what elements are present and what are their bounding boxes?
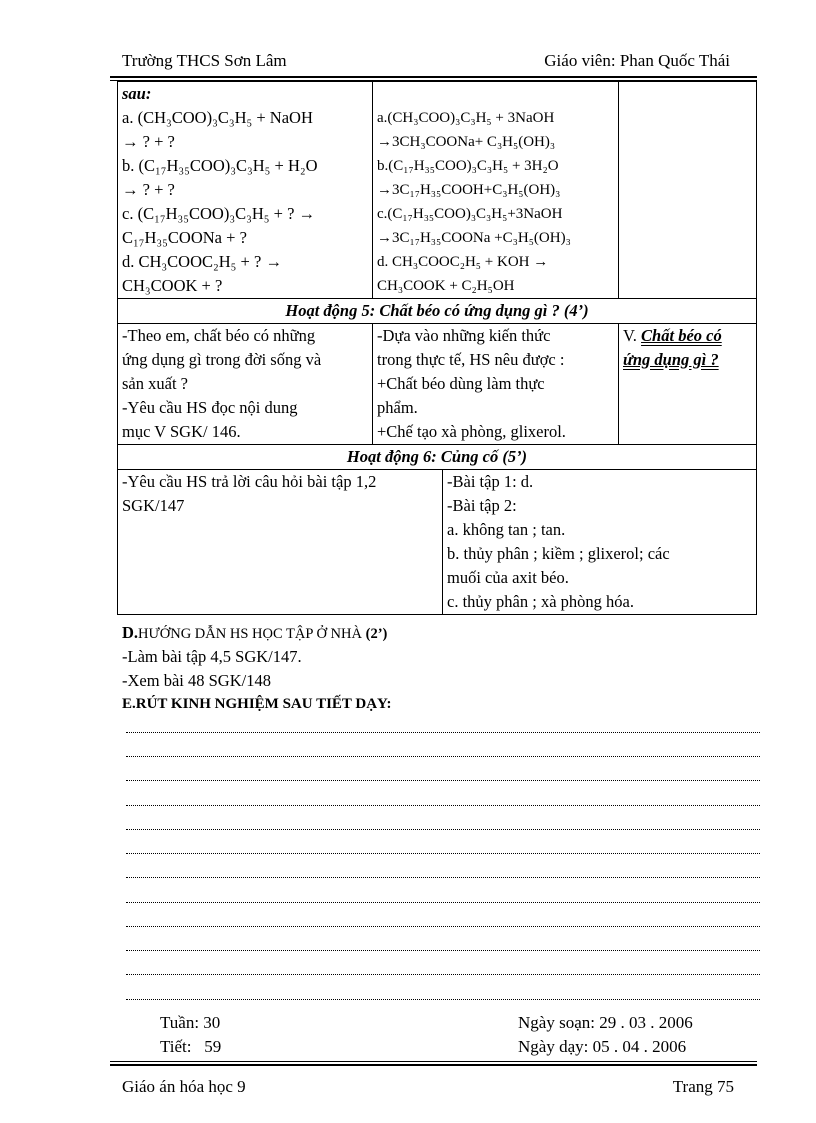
title: HƯỚNG DẪN HS HỌC TẬP Ở NHÀ bbox=[138, 626, 362, 642]
section-number: V. bbox=[623, 326, 642, 345]
week: Tuần: 30 bbox=[160, 1013, 221, 1032]
header-rule bbox=[110, 76, 757, 78]
dotted-line bbox=[126, 974, 760, 975]
text-line: b. (C₁₇H₃₅COO)₃C₃H₅ + H₂O bbox=[122, 156, 318, 175]
text-line: phẩm. bbox=[377, 398, 418, 417]
reaction-answers bbox=[373, 82, 619, 299]
header-school: Trường THCS Sơn Lâm bbox=[122, 51, 287, 70]
text-line: d. CH₃COOC₂H₅ + KOH → bbox=[377, 254, 549, 270]
dotted-line bbox=[126, 829, 760, 830]
text-line: C₁₇H₃₅COONa + ? bbox=[122, 228, 247, 247]
text-line: c. (C₁₇H₃₅COO)₃C₃H₅ + ? → bbox=[122, 204, 316, 223]
text-line: a.(CH₃COO)₃C₃H₅ + 3NaOH bbox=[377, 110, 555, 126]
text-line: -Theo em, chất béo có những bbox=[122, 326, 316, 345]
dotted-line bbox=[126, 950, 760, 951]
blank-line bbox=[377, 82, 614, 106]
dotted-line bbox=[126, 999, 760, 1000]
text-line: CH₃COOK + C₂H₅OH bbox=[377, 278, 515, 294]
activity6-title: Hoạt động 6: Củng cố (5’) bbox=[118, 445, 757, 470]
footer-page: Trang 75 bbox=[672, 1077, 734, 1096]
taught-date: Ngày dạy: 05 . 04 . 2006 bbox=[518, 1037, 687, 1056]
text-line: →3CH₃COONa+ C₃H₅(OH)₃ bbox=[377, 134, 556, 150]
text-line: ứng dụng gì trong đời sống và bbox=[122, 350, 322, 369]
text-line: mục V SGK/ 146. bbox=[122, 422, 241, 441]
text-line: -Bài tập 1: d. bbox=[447, 472, 534, 491]
activity6-table bbox=[118, 470, 756, 614]
text-line: →3C₁₇H₃₅COONa +C₃H₅(OH)₃ bbox=[377, 230, 571, 246]
activity5-student bbox=[373, 324, 619, 445]
footer-rule bbox=[110, 1061, 757, 1062]
dotted-line bbox=[126, 902, 760, 903]
section-d-item: -Làm bài tập 4,5 SGK/147. bbox=[122, 647, 302, 666]
section-e-title: E.RÚT KINH NGHIỆM SAU TIẾT DẠY: bbox=[122, 696, 392, 712]
text-line: b.(C₁₇H₃₅COO)₃C₃H₅ + 3H₂O bbox=[377, 158, 559, 174]
activity5-title: Hoạt động 5: Chất béo có ứng dụng gì ? (4’) bbox=[118, 299, 757, 324]
dotted-line bbox=[126, 756, 760, 757]
time: (2’) bbox=[361, 626, 388, 642]
period: Tiết: 59 bbox=[160, 1037, 222, 1056]
section-d-title bbox=[122, 623, 387, 643]
text-line: -Bài tập 2: bbox=[447, 496, 517, 515]
text-line: sản xuất ? bbox=[122, 374, 188, 393]
dotted-line bbox=[126, 926, 760, 927]
prepared-date: Ngày soạn: 29 . 03 . 2006 bbox=[518, 1013, 693, 1032]
reaction-table bbox=[117, 81, 757, 615]
text-line: → ? + ? bbox=[122, 180, 175, 199]
prefix: D. bbox=[122, 623, 139, 642]
section-heading: Chất béo có ứng dụng gì ? bbox=[623, 326, 722, 369]
dotted-line bbox=[126, 853, 760, 854]
activity6-student bbox=[443, 470, 757, 614]
text-line: b. thủy phân ; kiềm ; glixerol; các bbox=[447, 544, 670, 563]
text-line: c.(C₁₇H₃₅COO)₃C₃H₅+3NaOH bbox=[377, 206, 563, 222]
text-line: a. không tan ; tan. bbox=[447, 520, 566, 539]
footer-left: Giáo án hóa học 9 bbox=[122, 1077, 246, 1096]
text-line: a. (CH₃COO)₃C₃H₅ + NaOH bbox=[122, 108, 313, 127]
footer-rule-thick bbox=[110, 1064, 757, 1066]
text-line: -Dựa vào những kiến thức bbox=[377, 326, 551, 345]
reaction-questions bbox=[118, 82, 373, 299]
text-line: trong thực tế, HS nêu được : bbox=[377, 350, 565, 369]
text-line: d. CH₃COOC₂H₅ + ? → bbox=[122, 252, 282, 271]
text-line: SGK/147 bbox=[122, 496, 185, 515]
activity5-content bbox=[619, 324, 757, 445]
text-line: sau: bbox=[122, 84, 152, 103]
text-line: →3C₁₇H₃₅COOH+C₃H₅(OH)₃ bbox=[377, 182, 561, 198]
header-teacher: Giáo viên: Phan Quốc Thái bbox=[544, 51, 730, 70]
activity5-teacher bbox=[118, 324, 373, 445]
empty-cell bbox=[619, 82, 757, 299]
text-line: c. thủy phân ; xà phòng hóa. bbox=[447, 592, 634, 611]
activity6-teacher bbox=[118, 470, 443, 614]
text-line: → ? + ? bbox=[122, 132, 175, 151]
dotted-line bbox=[126, 780, 760, 781]
text-line: CH₃COOK + ? bbox=[122, 276, 223, 295]
dotted-line bbox=[126, 805, 760, 806]
text-line: +Chế tạo xà phòng, glixerol. bbox=[377, 422, 566, 441]
section-d-item: -Xem bài 48 SGK/148 bbox=[122, 671, 271, 690]
text-line: -Yêu cầu HS đọc nội dung bbox=[122, 398, 298, 417]
dotted-line bbox=[126, 732, 760, 733]
text-line: -Yêu cầu HS trả lời câu hỏi bài tập 1,2 bbox=[122, 472, 377, 491]
text-line: +Chất béo dùng làm thực bbox=[377, 374, 545, 393]
text-line: muối của axit béo. bbox=[447, 568, 569, 587]
dotted-line bbox=[126, 877, 760, 878]
